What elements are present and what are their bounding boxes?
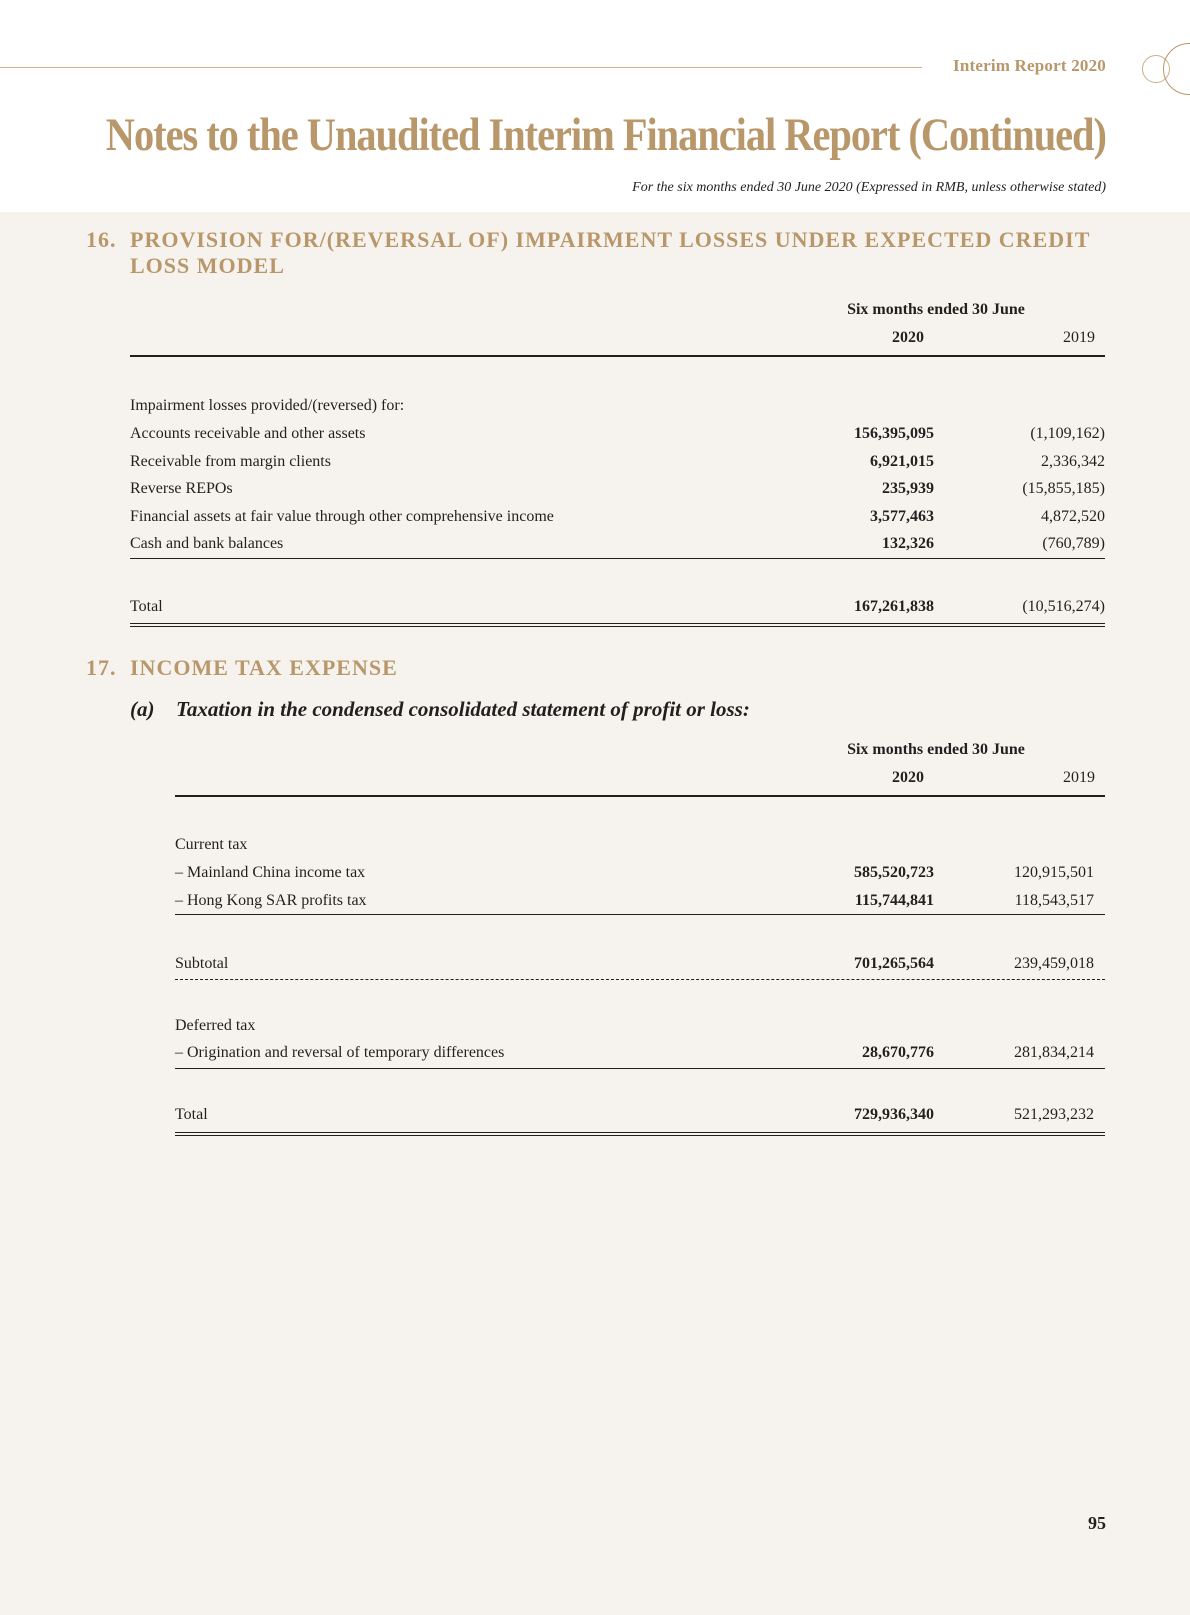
column-header-2020: 2020 bbox=[892, 329, 924, 346]
section-title-continued: LOSS MODEL bbox=[130, 253, 285, 278]
row-label: Receivable from margin clients bbox=[130, 452, 331, 470]
value-2019: (1,109,162) bbox=[1030, 425, 1105, 442]
value-2020: 167,261,838 bbox=[854, 598, 934, 615]
value-2020: 585,520,723 bbox=[854, 864, 934, 881]
row-label: Cash and bank balances bbox=[130, 535, 284, 552]
section-number: 17. bbox=[86, 655, 117, 680]
page-number: 95 bbox=[1088, 1513, 1106, 1533]
value-2020: 132,326 bbox=[882, 535, 934, 552]
column-header-2019: 2019 bbox=[1063, 769, 1095, 786]
column-header-2019: 2019 bbox=[1063, 329, 1095, 346]
subsection-title: Taxation in the condensed consolidated statement of profit or loss: bbox=[176, 697, 750, 721]
value-2019: 521,293,232 bbox=[1014, 1106, 1094, 1123]
column-group-header: Six months ended 30 June bbox=[847, 301, 1025, 318]
table-subtotal-rule bbox=[175, 1068, 1105, 1069]
table-subtotal-rule bbox=[175, 914, 1105, 915]
row-label: Deferred tax bbox=[175, 1017, 256, 1034]
value-2019: 281,834,214 bbox=[1014, 1044, 1094, 1061]
row-label: Impairment losses provided/(reversed) for: bbox=[130, 397, 405, 414]
row-label: – Mainland China income tax bbox=[175, 864, 366, 881]
total-double-rule bbox=[175, 1132, 1105, 1136]
subsection-letter: (a) bbox=[130, 697, 155, 721]
subsection-heading bbox=[130, 697, 750, 722]
value-2019: 120,915,501 bbox=[1014, 864, 1094, 881]
table-subtotal-rule bbox=[130, 558, 1105, 559]
row-label: Financial assets at fair value through other comprehensive income bbox=[130, 507, 554, 525]
row-label: – Hong Kong SAR profits tax bbox=[175, 891, 367, 909]
table-header-rule bbox=[175, 795, 1105, 797]
value-2020: 3,577,463 bbox=[870, 507, 934, 525]
header-rule bbox=[0, 67, 922, 68]
section-title: PROVISION FOR/(REVERSAL OF) IMPAIRMENT LOSSES UNDER EXPECTED CREDIT bbox=[130, 227, 1091, 252]
row-label: Reverse REPOs bbox=[130, 480, 233, 497]
value-2020: 701,265,564 bbox=[854, 955, 934, 972]
subtotal-dashed-rule bbox=[175, 979, 1105, 980]
value-2020: 156,395,095 bbox=[854, 425, 934, 442]
row-label: Total bbox=[175, 1106, 208, 1123]
row-label: – Origination and reversal of temporary differences bbox=[175, 1044, 505, 1061]
row-label: Current tax bbox=[175, 836, 248, 853]
value-2019: 2,336,342 bbox=[1041, 452, 1105, 470]
value-2019: (760,789) bbox=[1042, 535, 1105, 552]
value-2019: 118,543,517 bbox=[1014, 891, 1094, 909]
table-header-rule bbox=[130, 355, 1105, 357]
section-number: 16. bbox=[86, 227, 117, 252]
value-2020: 235,939 bbox=[882, 480, 934, 497]
value-2020: 28,670,776 bbox=[862, 1044, 934, 1061]
page-title: Notes to the Unaudited Interim Financial Report (Continued) bbox=[105, 109, 1106, 161]
column-header-2020: 2020 bbox=[892, 769, 924, 786]
column-group-header: Six months ended 30 June bbox=[847, 741, 1025, 758]
row-label: Total bbox=[130, 598, 163, 615]
section-16-heading bbox=[86, 227, 1106, 279]
row-label: Accounts receivable and other assets bbox=[130, 425, 366, 442]
section-17-heading bbox=[86, 655, 398, 681]
value-2019: 239,459,018 bbox=[1014, 955, 1094, 972]
total-double-rule bbox=[130, 623, 1105, 627]
value-2020: 6,921,015 bbox=[870, 452, 934, 470]
value-2019: 4,872,520 bbox=[1041, 507, 1105, 525]
value-2020: 115,744,841 bbox=[854, 891, 934, 909]
row-label: Subtotal bbox=[175, 955, 229, 972]
page-subtitle: For the six months ended 30 June 2020 (Expressed in RMB, unless otherwise stated) bbox=[632, 180, 1106, 195]
value-2019: (10,516,274) bbox=[1022, 598, 1105, 615]
value-2020: 729,936,340 bbox=[854, 1106, 934, 1123]
section-title: INCOME TAX EXPENSE bbox=[130, 655, 398, 680]
value-2019: (15,855,185) bbox=[1022, 480, 1105, 497]
report-label: Interim Report 2020 bbox=[953, 56, 1106, 75]
